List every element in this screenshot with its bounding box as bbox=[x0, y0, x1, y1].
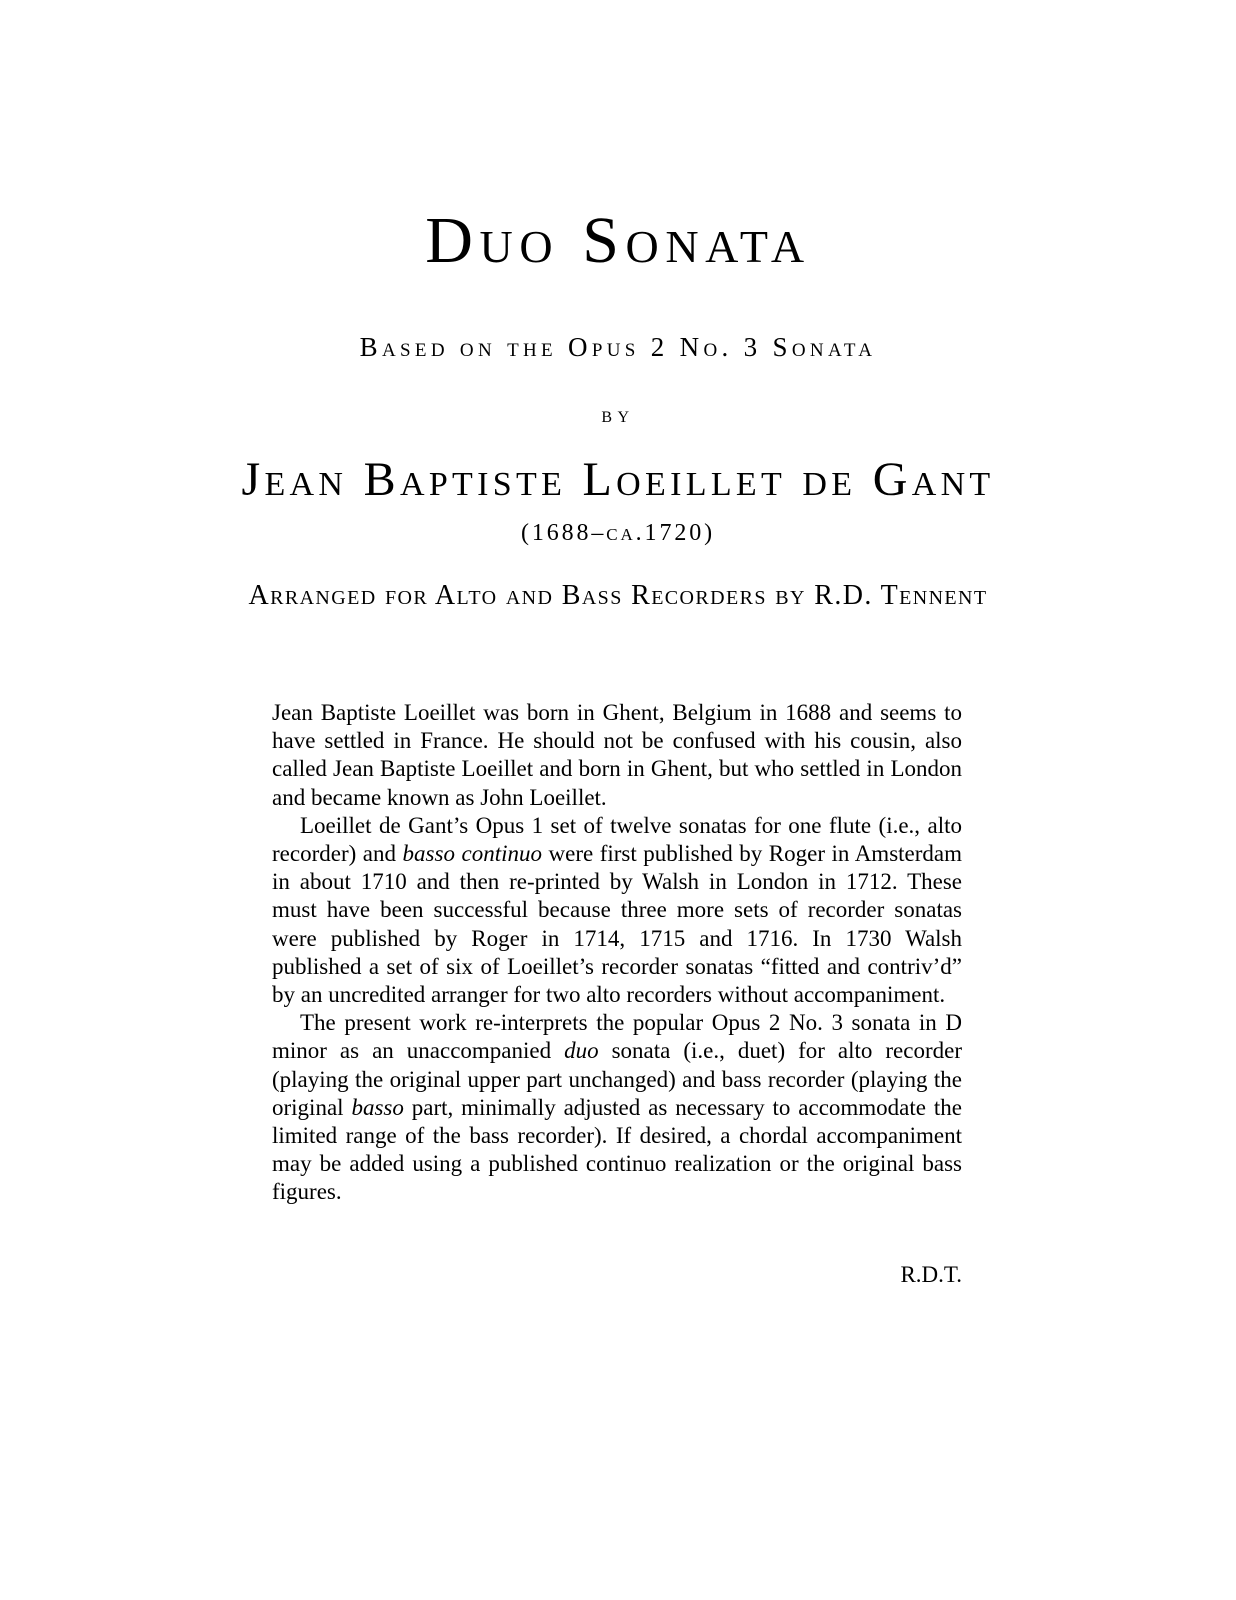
signature-initials: R.D.T. bbox=[900, 1262, 962, 1287]
paragraph bbox=[272, 699, 962, 812]
composer-name: Jean Baptiste Loeillet de Gant bbox=[241, 453, 995, 506]
italic-run: basso bbox=[351, 1094, 404, 1120]
italic-run: duo bbox=[564, 1038, 599, 1064]
italic-run: basso continuo bbox=[402, 841, 542, 867]
text-run: part, minimally adjusted as necessary to accommodate the limited range of the bass recorder). If desired, a chordal accompaniment may be added using a published continuo realization or the original bass figures. bbox=[272, 1094, 962, 1205]
byline: by bbox=[601, 402, 635, 427]
subtitle: Based on the Opus 2 No. 3 Sonata bbox=[359, 332, 877, 362]
body-text bbox=[272, 699, 962, 1207]
text-run: were first published by Roger in Amsterdam in about 1710 and then re-printed by Walsh in London in 1712. These must have been successful because three more sets of recorder sonatas were published by Roger in 1714, 1715 and 1716. In 1730 Walsh published a set of six of Loeillet’s recorder sonatas “fitted and contriv’d” by an uncredited arranger for two alto recorders without accompaniment. bbox=[272, 841, 962, 1008]
paragraph bbox=[272, 812, 962, 1009]
text-run: Jean Baptiste Loeillet was born in Ghent, Belgium in 1688 and seems to have settled in France. He should not be confused with his cousin, also called Jean Baptiste Loeillet and born in Ghent, but who settled in London and became known as John Loeillet. bbox=[272, 700, 962, 810]
page-title: Duo Sonata bbox=[425, 204, 811, 277]
text-run: sonata (i.e., duet) for alto recorder (playing the original upper part unchanged) and bass recorder (playing the original bbox=[272, 1038, 962, 1120]
composer-dates: (1688–ca.1720) bbox=[521, 520, 715, 546]
text-run: The present work re-interprets the popular Opus 2 No. 3 sonata in D minor as an unaccompanied bbox=[272, 1010, 962, 1064]
text-run: Loeillet de Gant’s Opus 1 set of twelve sonatas for one flute (i.e., alto recorder) and bbox=[272, 812, 962, 867]
paragraph bbox=[272, 1009, 962, 1206]
arranger-line: Arranged for Alto and Bass Recorders by R.D. Tennent bbox=[248, 580, 988, 611]
